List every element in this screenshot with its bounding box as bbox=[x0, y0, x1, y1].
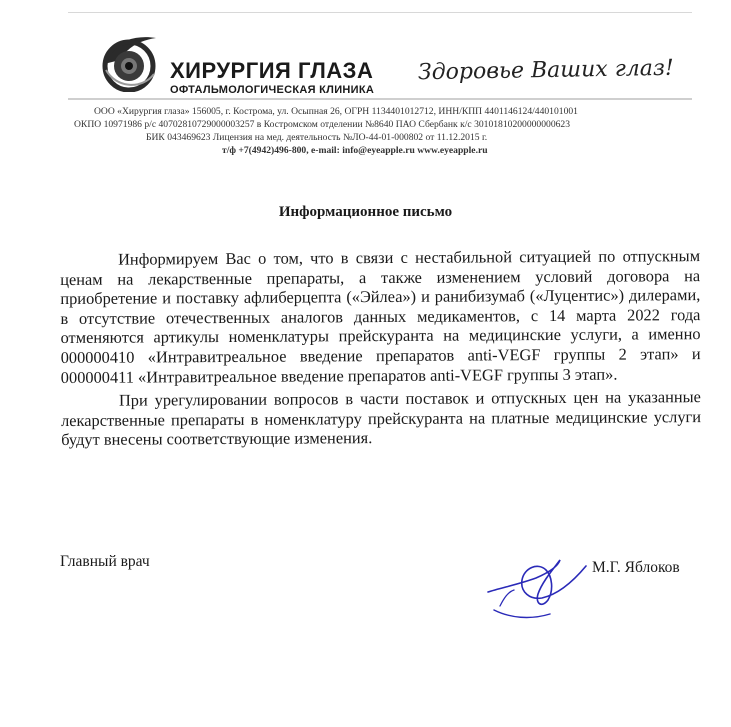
handwritten-signature bbox=[480, 548, 590, 628]
signatory-name: М.Г. Яблоков bbox=[592, 559, 680, 576]
clinic-slogan: Здоровье Ваших глаз! bbox=[417, 55, 674, 86]
eye-logo-icon bbox=[98, 30, 160, 92]
body-paragraph: При урегулировании вопросов в части поставок и отпускных цен на указанные лекарственные препараты в номенклатуру прейскуранта на платные медицинские услуги будут внесены соответствующие изменения. bbox=[60, 387, 702, 450]
clinic-subtitle: ОФТАЛЬМОЛОГИЧЕСКАЯ КЛИНИКА bbox=[170, 84, 375, 96]
letter-title: Информационное письмо bbox=[278, 204, 453, 220]
clinic-name: ХИРУРГИЯ ГЛАЗА bbox=[170, 58, 374, 83]
signatory-role: Главный врач bbox=[60, 553, 150, 570]
requisites-line: ОКПО 10971986 р/с 40702810729000003257 в Костромском отделении №8640 ПАО Сбербанк к/с 30101810200000000623 bbox=[74, 119, 571, 130]
requisites-line: ООО «Хирургия глаза» 156005, г. Кострома, ул. Осыпная 26, ОГРН 1134401012712, ИНН/КПП 4401146124/440101001 bbox=[94, 106, 578, 117]
requisites-line: БИК 043469623 Лицензия на мед. деятельность №ЛО-44-01-000802 от 11.12.2015 г. bbox=[146, 132, 488, 143]
letter-body bbox=[60, 246, 701, 454]
contacts-line: т/ф +7(4942)496-800, e-mail: info@eyeapple.ru www.eyeapple.ru bbox=[222, 145, 488, 156]
header-divider bbox=[68, 98, 692, 100]
body-paragraph: Информируем Вас о том, что в связи с нестабильной ситуацией по отпускным ценам на лекарственные препараты, а также изменением условий договора на приобретение и поставку афлиберцепта («Эйлеа») и ранибизумаб («Луцентис») дилерами, в отсутствие отечественных аналогов данных медикаментов, с 14 марта 2022 года отменяются артикулы номенклатуры прейскуранта на медицинские услуги, а именно 000000410 «Интравитреальное введение препаратов anti-VEGF группы 2 этап» и 000000411 «Интравитреальное введение препаратов anti-VEGF группы 3 этап». bbox=[60, 246, 701, 387]
